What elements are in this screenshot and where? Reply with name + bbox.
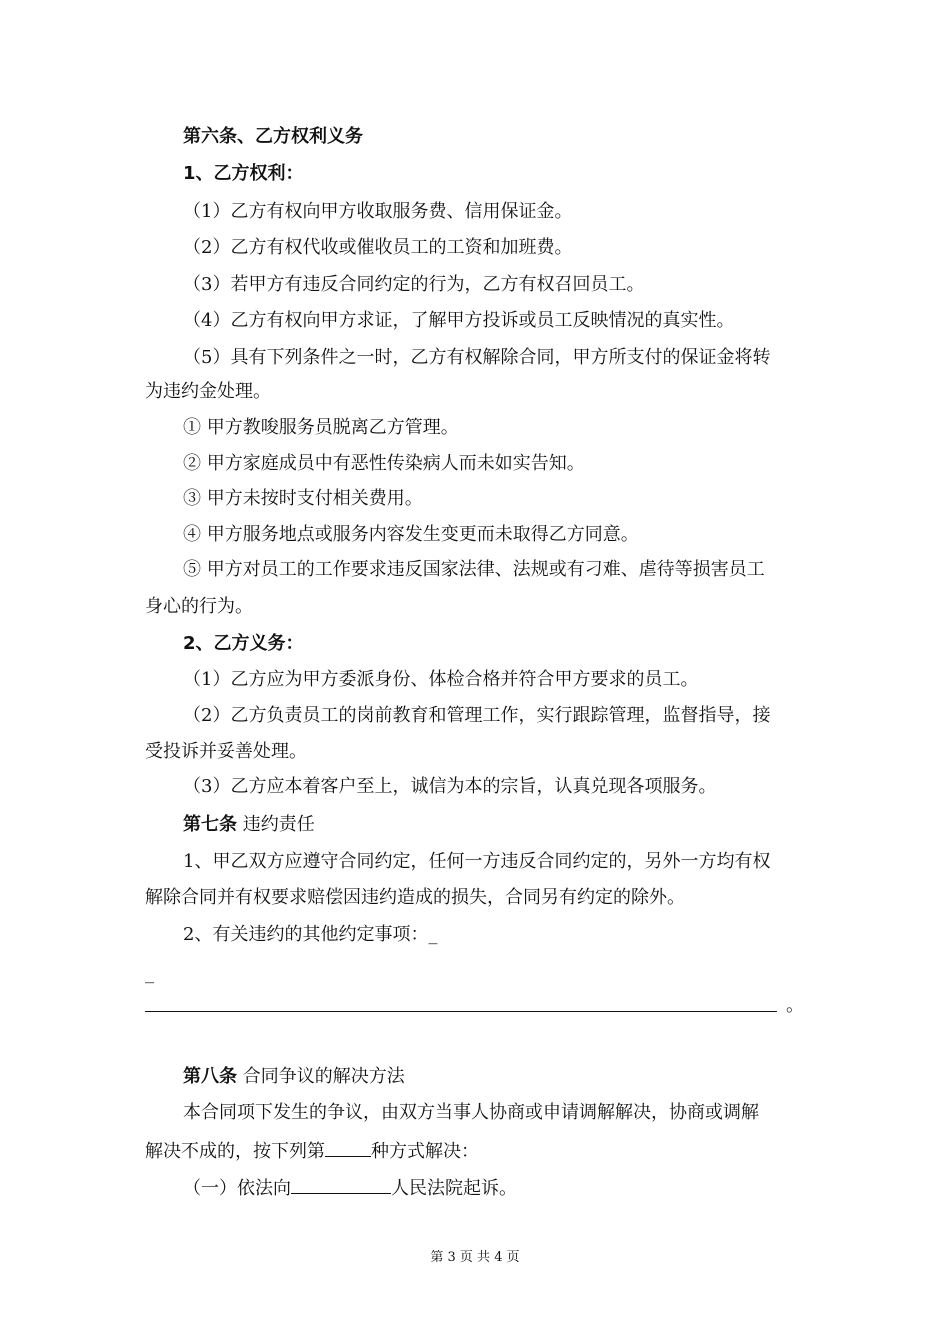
article-8-number: 第八条 bbox=[183, 1066, 237, 1087]
page-footer: 第 3 页 共 4 页 bbox=[430, 1250, 520, 1265]
right-item-4: （4）乙方有权向甲方求证，了解甲方投诉或员工反映情况的真实性。 bbox=[183, 310, 735, 331]
article-7-name: 违约责任 bbox=[237, 814, 315, 835]
article-8-para-1-cont bbox=[145, 1137, 820, 1164]
article-7-number: 第七条 bbox=[183, 814, 237, 835]
article-7-blank-end: 。 bbox=[786, 995, 804, 1016]
court-name-blank[interactable] bbox=[291, 1174, 391, 1194]
duties-heading: 2、乙方义务： bbox=[183, 633, 304, 654]
right-item-5: （5）具有下列条件之一时，乙方有权解除合同，甲方所支付的保证金将转 bbox=[183, 347, 771, 368]
condition-5: ⑤ 甲方对员工的工作要求违反国家法律、法规或有刁难、虐待等损害员工 bbox=[183, 559, 765, 580]
article-6-title: 第六条、乙方权利义务 bbox=[183, 126, 363, 147]
right-item-1: （1）乙方有权向甲方收取服务费、信用保证金。 bbox=[183, 201, 573, 222]
duty-item-1: （1）乙方应为甲方委派身份、体检合格并符合甲方要求的员工。 bbox=[183, 669, 699, 690]
condition-3: ③ 甲方未按时支付相关费用。 bbox=[183, 488, 423, 509]
article-7-para-2: 2、有关违约的其他约定事项：_ bbox=[183, 924, 438, 945]
right-item-3: （3）若甲方有违反合同约定的行为，乙方有权召回员工。 bbox=[183, 274, 645, 295]
option-1-pre: （一）依法向 bbox=[183, 1178, 291, 1199]
duty-item-2: （2）乙方负责员工的岗前教育和管理工作，实行跟踪管理，监督指导，接 bbox=[183, 705, 771, 726]
article-8-para-1: 本合同项下发生的争议，由双方当事人协商或申请调解解决，协商或调解 bbox=[183, 1102, 759, 1123]
article-7-title bbox=[183, 813, 820, 837]
right-item-5-cont: 为违约金处理。 bbox=[145, 381, 271, 402]
article-7-para-1: 1、甲乙双方应遵守合同约定，任何一方违反合同约定的，另外一方均有权 bbox=[183, 851, 771, 872]
duty-item-2-cont: 受投诉并妥善处理。 bbox=[145, 741, 307, 762]
article-8-para-1-post: 种方式解决： bbox=[371, 1141, 479, 1162]
fill-in-line bbox=[145, 1011, 777, 1012]
article-8-para-1-pre: 解决不成的，按下列第 bbox=[145, 1141, 325, 1162]
duty-item-3: （3）乙方应本着客户至上，诚信为本的宗旨，认真兑现各项服务。 bbox=[183, 776, 717, 797]
condition-2: ② 甲方家庭成员中有恶性传染病人而未如实告知。 bbox=[183, 453, 585, 474]
condition-5-cont: 身心的行为。 bbox=[145, 596, 253, 617]
article-8-option-1 bbox=[183, 1174, 820, 1201]
right-item-2: （2）乙方有权代收或催收员工的工资和加班费。 bbox=[183, 237, 573, 258]
article-7-para-1-cont: 解除合同并有权要求赔偿因违约造成的损失，合同另有约定的除外。 bbox=[145, 887, 685, 908]
condition-4: ④ 甲方服务地点或服务内容发生变更而未取得乙方同意。 bbox=[183, 524, 639, 545]
article-8-name: 合同争议的解决方法 bbox=[237, 1066, 405, 1087]
condition-1: ① 甲方教唆服务员脱离乙方管理。 bbox=[183, 417, 459, 438]
method-number-blank[interactable] bbox=[325, 1137, 371, 1157]
option-1-post: 人民法院起诉。 bbox=[391, 1178, 517, 1199]
rights-heading: 1、乙方权利： bbox=[183, 163, 304, 184]
article-7-blank-start: _ bbox=[145, 963, 154, 984]
article-8-title bbox=[183, 1065, 820, 1089]
